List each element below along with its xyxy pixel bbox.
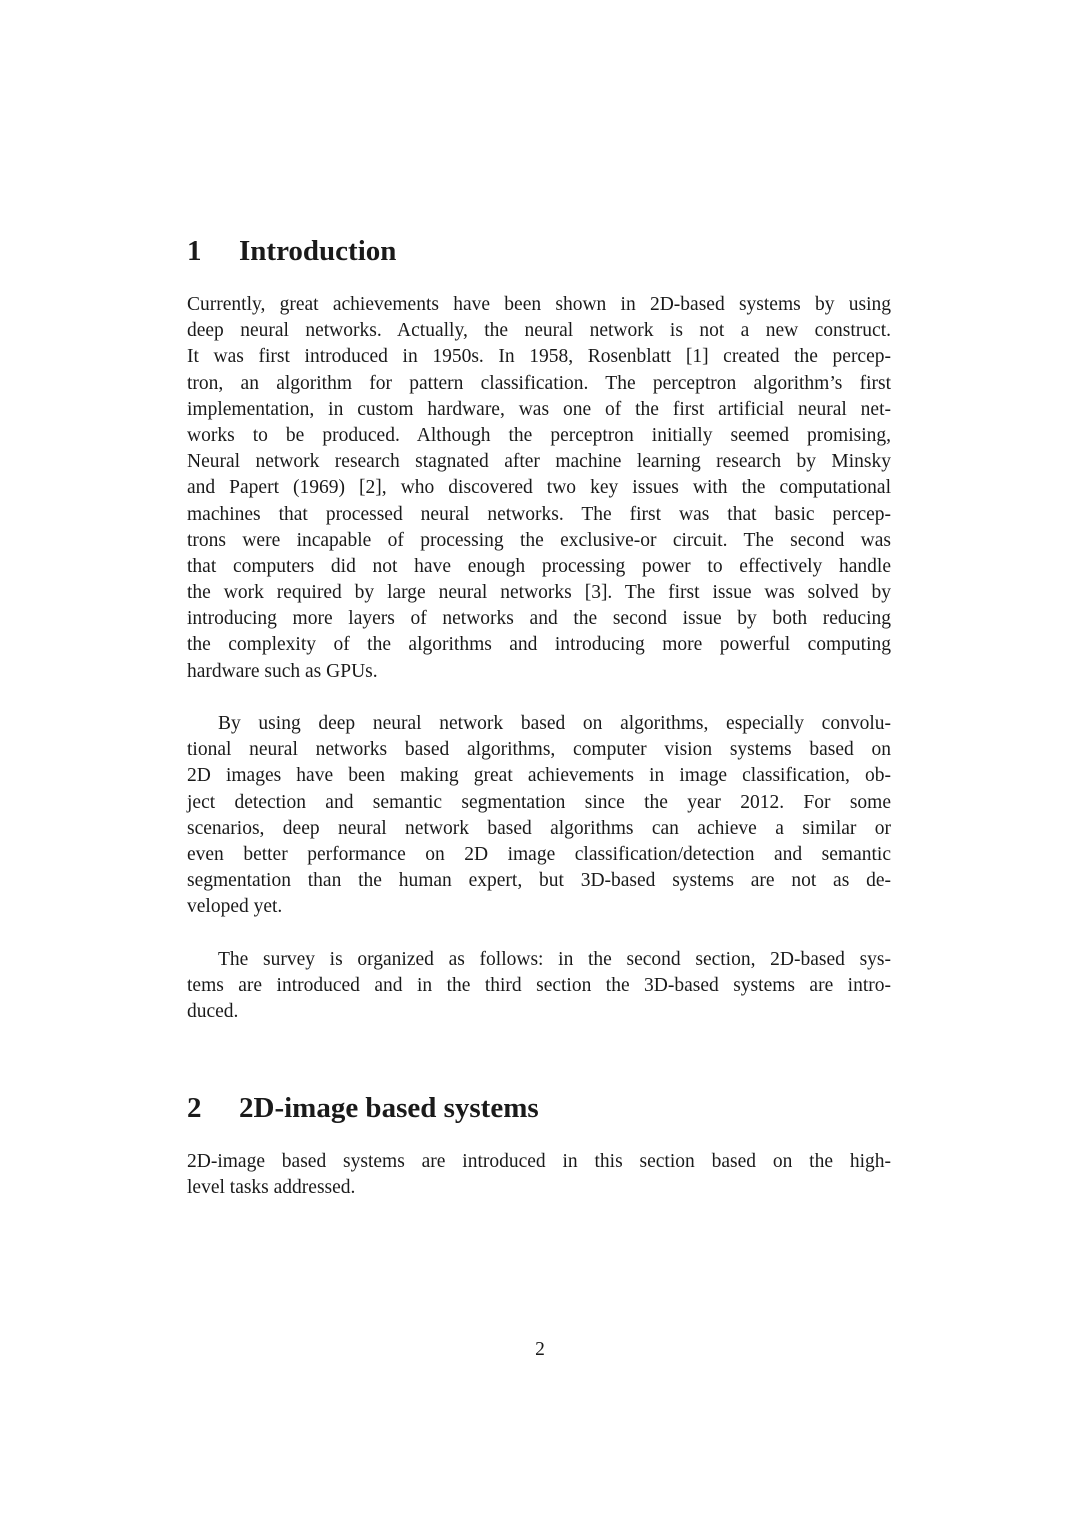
text-line: The survey is organized as follows: in the second section, 2D-based sys- [218, 949, 891, 970]
text-line: works to be produced. Although the perceptron initially seemed promising, [187, 424, 891, 446]
text-line: 2D images have been making great achievements in image classification, ob- [187, 765, 891, 787]
text-line: segmentation than the human expert, but 3D-based systems are not as de- [187, 870, 891, 892]
text-line: that computers did not have enough processing power to effectively handle [187, 555, 891, 577]
text-line: tional neural networks based algorithms, computer vision systems based on [187, 739, 891, 761]
text-line: tems are introduced and in the third section the 3D-based systems are intro- [187, 975, 891, 997]
text-line: level tasks addressed. [187, 1177, 356, 1199]
section-title: Introduction [239, 235, 397, 267]
section-heading-2d-systems [187, 1090, 539, 1126]
paragraph-intro-deep-learning [187, 711, 891, 921]
section-number: 1 [187, 235, 202, 267]
section-title: 2D-image based systems [239, 1092, 539, 1124]
text-line: trons were incapable of processing the exclusive-or circuit. The second was [187, 529, 891, 551]
text-line: It was first introduced in 1950s. In 1958, Rosenblatt [1] created the percep- [187, 346, 891, 368]
text-line: even better performance on 2D image classification/detection and semantic [187, 843, 891, 865]
text-line: introducing more layers of networks and the second issue by both reducing [187, 608, 891, 630]
text-line: deep neural networks. Actually, the neural network is not a new construct. [187, 320, 891, 342]
text-line: ject detection and semantic segmentation since the year 2012. For some [187, 791, 891, 813]
section-number: 2 [187, 1092, 202, 1124]
text-line: Neural network research stagnated after machine learning research by Minsky [187, 451, 891, 473]
paragraph-2d-systems-intro [187, 1149, 891, 1201]
text-line: the complexity of the algorithms and introducing more powerful computing [187, 634, 891, 656]
text-line: hardware such as GPUs. [187, 660, 378, 682]
text-line: veloped yet. [187, 896, 283, 918]
text-line: scenarios, deep neural network based algorithms can achieve a similar or [187, 817, 891, 839]
paragraph-intro-organization [187, 947, 891, 1026]
text-line: and Papert (1969) [2], who discovered two key issues with the computational [187, 477, 891, 499]
section-heading-introduction [187, 233, 396, 269]
text-line: machines that processed neural networks. The first was that basic percep- [187, 503, 891, 525]
text-line: By using deep neural network based on algorithms, especially convolu- [218, 713, 891, 734]
paragraph-intro-history [187, 292, 891, 685]
text-line: 2D-image based systems are introduced in this section based on the high- [187, 1151, 891, 1172]
text-line: tron, an algorithm for pattern classification. The perceptron algorithm’s first [187, 372, 891, 394]
text-line: implementation, in custom hardware, was one of the first artificial neural net- [187, 398, 891, 420]
text-line: duced. [187, 1001, 239, 1023]
text-line: the work required by large neural networks [3]. The first issue was solved by [187, 582, 891, 604]
text-line: Currently, great achievements have been shown in 2D-based systems by using [187, 294, 891, 315]
page-number: 2 [535, 1339, 545, 1360]
